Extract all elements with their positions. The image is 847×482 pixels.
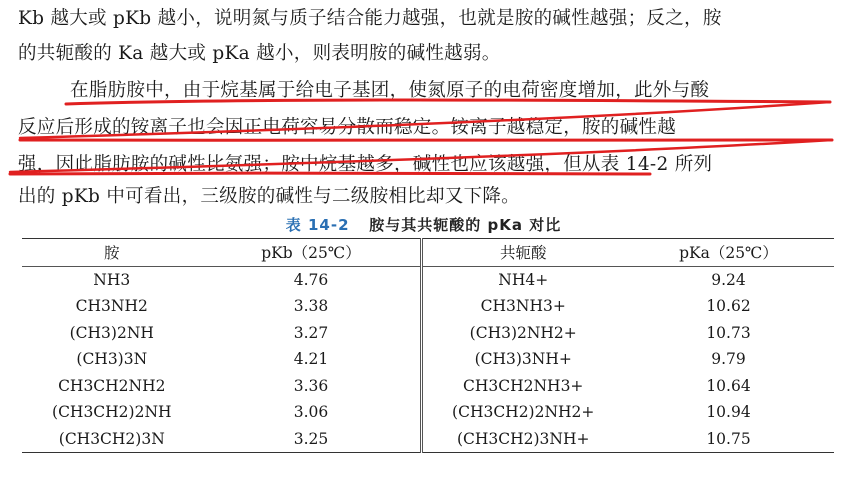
paragraph-line: 在脂肪胺中，由于烷基属于给电子基团，使氮原子的电荷密度增加，此外与酸 [70, 80, 710, 101]
table-header-row [22, 239, 834, 267]
cell-pkb: 3.06 [293, 403, 329, 422]
table-row [22, 426, 834, 453]
cell-pkb: 3.36 [293, 376, 329, 395]
cell-amine: CH3NH2 [75, 297, 148, 316]
paragraph-line: 反应后形成的铵离子也会因正电荷容易分散而稳定。铵离子越稳定，胺的碱性越 [18, 117, 677, 138]
table-row [22, 293, 834, 320]
paragraph-line: 出的 pKb 中可看出，三级胺的碱性与二级胺相比却又下降。 [18, 186, 520, 207]
cell-amine: (CH3CH2)3N [22, 426, 202, 453]
cell-pka: 10.73 [706, 323, 751, 342]
table-row [22, 346, 834, 373]
cell-amine: (CH3CH2)2NH [52, 403, 172, 422]
paragraph-line: 的共轭酸的 Ka 越大或 pKa 越小，则表明胺的碱性越弱。 [18, 43, 501, 64]
header-pka: pKa（25℃） [623, 239, 834, 267]
table-title: 胺与其共轭酸的 pKa 对比 [369, 216, 562, 234]
cell-pka: 10.75 [623, 426, 834, 453]
cell-conjugate-acid: (CH3CH2)3NH+ [422, 426, 623, 453]
table-row [22, 399, 834, 426]
cell-pka: 10.62 [706, 297, 751, 316]
cell-pka: 10.94 [706, 403, 751, 422]
body-paragraph [0, 6, 847, 206]
cell-conjugate-acid: (CH3)3NH+ [422, 346, 623, 373]
cell-pkb: 3.38 [293, 297, 329, 316]
cell-conjugate-acid: (CH3CH2)2NH2+ [422, 399, 623, 426]
table-number: 表 14-2 [285, 216, 350, 234]
pk-comparison-table [22, 238, 834, 453]
table-caption [0, 214, 847, 235]
cell-conjugate-acid: CH3NH3+ [422, 293, 623, 320]
cell-amine: (CH3)3N [76, 350, 148, 369]
table-row [22, 373, 834, 400]
cell-amine: NH3 [93, 270, 131, 289]
cell-pkb: 3.25 [202, 426, 422, 453]
cell-amine: (CH3)2NH [69, 323, 154, 342]
table-row [22, 266, 834, 293]
table-row [22, 320, 834, 347]
header-conjugate-acid: 共轭酸 [422, 239, 623, 267]
cell-pkb: 3.27 [293, 323, 329, 342]
cell-pka: 9.24 [711, 270, 746, 289]
cell-pkb: 4.76 [293, 270, 329, 289]
cell-conjugate-acid: NH4+ [422, 266, 623, 293]
paragraph-line: Kb 越大或 pKb 越小，说明氮与质子结合能力越强，也就是胺的碱性越强；反之，胺 [18, 8, 722, 29]
header-pkb: pKb（25℃） [202, 239, 422, 267]
cell-pka: 9.79 [711, 350, 746, 369]
cell-pkb: 4.21 [293, 350, 329, 369]
paragraph-line: 强，因此脂肪胺的碱性比氨强；胺中烷基越多，碱性也应该越强，但从表 14-2 所列 [18, 154, 713, 175]
cell-conjugate-acid: CH3CH2NH3+ [422, 373, 623, 400]
header-amine: 胺 [22, 239, 202, 267]
cell-pka: 10.64 [706, 376, 751, 395]
cell-conjugate-acid: (CH3)2NH2+ [422, 320, 623, 347]
cell-amine: CH3CH2NH2 [58, 376, 166, 395]
